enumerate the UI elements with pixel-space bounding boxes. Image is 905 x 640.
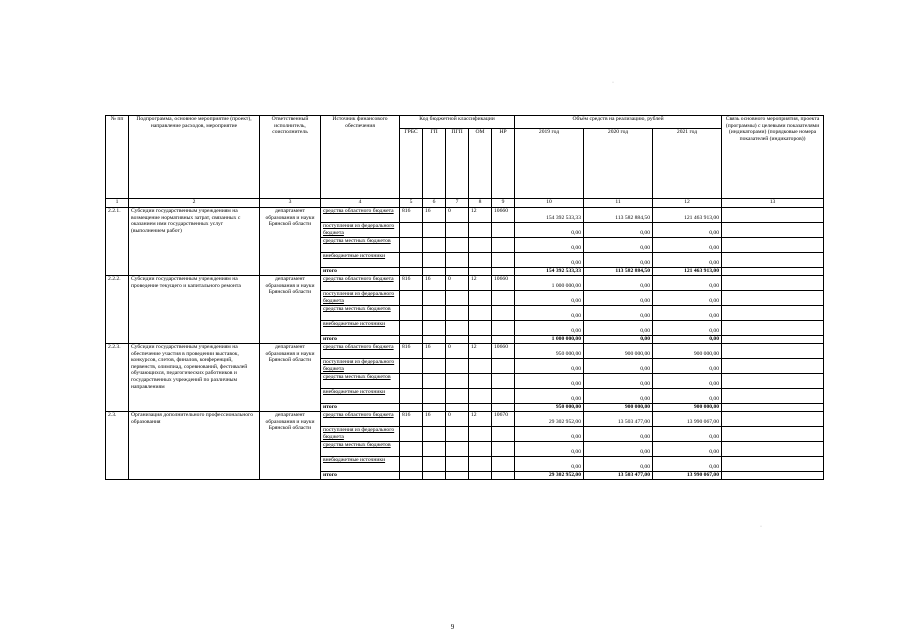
code-gp xyxy=(423,404,446,412)
code-gp xyxy=(423,472,446,480)
column-number: 9 xyxy=(492,199,515,208)
code-grbs xyxy=(400,268,423,276)
code-gp: 16 xyxy=(423,344,446,359)
code-grbs xyxy=(400,472,423,480)
code-nr xyxy=(492,223,515,238)
amount-2020: 13 503 477,00 xyxy=(584,412,653,427)
link-cell xyxy=(722,223,824,238)
code-gp xyxy=(423,374,446,389)
amount-2021: 0,00 xyxy=(653,336,722,344)
source-label: средства местных бюджетов xyxy=(321,374,400,389)
source-label: итого xyxy=(321,336,400,344)
amount-2020: 0,00 xyxy=(584,359,653,374)
code-om xyxy=(469,374,492,389)
code-pgp: 0 xyxy=(446,412,469,427)
code-om xyxy=(469,238,492,253)
code-nr xyxy=(492,457,515,472)
code-gp xyxy=(423,359,446,374)
amount-2021: 0,00 xyxy=(653,253,722,268)
code-grbs xyxy=(400,457,423,472)
code-grbs: 816 xyxy=(400,344,423,359)
link-cell xyxy=(722,253,824,268)
code-om: 12 xyxy=(469,412,492,427)
code-gp xyxy=(423,238,446,253)
header-2019: 2019 год xyxy=(515,129,584,199)
amount-2019: 0,00 xyxy=(515,253,584,268)
code-om xyxy=(469,404,492,412)
amount-2020: 900 000,00 xyxy=(584,344,653,359)
link-cell xyxy=(722,268,824,276)
amount-2019: 0,00 xyxy=(515,291,584,306)
amount-2019: 29 302 952,00 xyxy=(515,472,584,480)
code-om xyxy=(469,253,492,268)
amount-2019: 950 000,00 xyxy=(515,344,584,359)
code-gp xyxy=(423,457,446,472)
code-om xyxy=(469,336,492,344)
code-om xyxy=(469,291,492,306)
amount-2020: 0,00 xyxy=(584,253,653,268)
code-grbs xyxy=(400,238,423,253)
code-gp: 16 xyxy=(423,412,446,427)
code-grbs xyxy=(400,291,423,306)
row-responsible: департамент образования и науки Брянской области xyxy=(260,208,321,276)
row-number: 2.2.2. xyxy=(106,276,129,344)
code-pgp xyxy=(446,336,469,344)
amount-2021: 900 000,00 xyxy=(653,344,722,359)
code-pgp xyxy=(446,223,469,238)
source-label: внебюджетные источники xyxy=(321,253,400,268)
code-nr: 10660 xyxy=(492,208,515,223)
link-cell xyxy=(722,276,824,291)
table-row xyxy=(106,412,824,427)
code-gp xyxy=(423,223,446,238)
code-om: 12 xyxy=(469,276,492,291)
amount-2021: 121 463 913,00 xyxy=(653,268,722,276)
code-gp xyxy=(423,389,446,404)
source-label: средства местных бюджетов xyxy=(321,442,400,457)
code-gp xyxy=(423,306,446,321)
link-cell xyxy=(722,336,824,344)
amount-2020: 113 582 884,50 xyxy=(584,268,653,276)
amount-2019: 950 000,00 xyxy=(515,404,584,412)
amount-2019: 29 302 952,00 xyxy=(515,412,584,427)
code-pgp: 0 xyxy=(446,208,469,223)
code-nr xyxy=(492,427,515,442)
code-pgp: 0 xyxy=(446,276,469,291)
link-cell xyxy=(722,344,824,359)
amount-2019: 154 392 533,33 xyxy=(515,268,584,276)
row-responsible: департамент образования и науки Брянской области xyxy=(260,276,321,344)
link-cell xyxy=(722,404,824,412)
code-pgp xyxy=(446,359,469,374)
code-pgp xyxy=(446,457,469,472)
code-grbs: 816 xyxy=(400,276,423,291)
amount-2020: 0,00 xyxy=(584,306,653,321)
link-cell xyxy=(722,321,824,336)
amount-2019: 0,00 xyxy=(515,374,584,389)
amount-2019: 0,00 xyxy=(515,223,584,238)
code-om xyxy=(469,306,492,321)
link-cell xyxy=(722,208,824,223)
amount-2021: 0,00 xyxy=(653,374,722,389)
code-grbs xyxy=(400,321,423,336)
code-gp xyxy=(423,336,446,344)
code-grbs: 816 xyxy=(400,208,423,223)
link-cell xyxy=(722,457,824,472)
header-volume-group: Объём средств на реализацию, рублей xyxy=(515,116,722,129)
amount-2020: 0,00 xyxy=(584,389,653,404)
code-gp xyxy=(423,291,446,306)
code-gp: 16 xyxy=(423,276,446,291)
table-row xyxy=(106,208,824,223)
budget-table xyxy=(105,115,824,480)
column-number: 13 xyxy=(722,199,824,208)
header-om: ОМ xyxy=(469,129,492,199)
amount-2019: 0,00 xyxy=(515,238,584,253)
amount-2020: 13 503 477,00 xyxy=(584,472,653,480)
amount-2021: 13 990 067,00 xyxy=(653,472,722,480)
amount-2019: 1 000 000,00 xyxy=(515,276,584,291)
code-grbs xyxy=(400,389,423,404)
link-cell xyxy=(722,374,824,389)
column-number: 5 xyxy=(400,199,423,208)
source-label: внебюджетные источники xyxy=(321,321,400,336)
amount-2020: 0,00 xyxy=(584,223,653,238)
amount-2020: 0,00 xyxy=(584,291,653,306)
header-pgp: ПГП xyxy=(446,129,469,199)
code-gp xyxy=(423,321,446,336)
code-pgp xyxy=(446,374,469,389)
column-number: 12 xyxy=(653,199,722,208)
source-label: поступления из федерального бюджета xyxy=(321,291,400,306)
link-cell xyxy=(722,412,824,427)
code-pgp xyxy=(446,472,469,480)
column-number: 11 xyxy=(584,199,653,208)
amount-2019: 0,00 xyxy=(515,359,584,374)
source-label: средства областного бюджета xyxy=(321,412,400,427)
row-name: Организация дополнительного профессионального образования xyxy=(129,412,260,480)
amount-2021: 0,00 xyxy=(653,359,722,374)
amount-2021: 13 990 067,00 xyxy=(653,412,722,427)
amount-2020: 0,00 xyxy=(584,336,653,344)
amount-2021: 0,00 xyxy=(653,442,722,457)
header-gp: ГП xyxy=(423,129,446,199)
source-label: итого xyxy=(321,404,400,412)
column-number: 1 xyxy=(106,199,129,208)
source-label: средства областного бюджета xyxy=(321,344,400,359)
column-number: 2 xyxy=(129,199,260,208)
source-label: поступления из федерального бюджета xyxy=(321,359,400,374)
code-grbs: 816 xyxy=(400,412,423,427)
row-responsible: департамент образования и науки Брянской области xyxy=(260,412,321,480)
source-label: внебюджетные источники xyxy=(321,457,400,472)
link-cell xyxy=(722,359,824,374)
row-name: Субсидии государственным учреждениям на проведение текущего и капитального ремонта xyxy=(129,276,260,344)
column-number: 4 xyxy=(321,199,400,208)
code-nr xyxy=(492,374,515,389)
amount-2019: 154 392 533,33 xyxy=(515,208,584,223)
column-number-row xyxy=(106,199,824,208)
code-nr: 10670 xyxy=(492,412,515,427)
code-nr: 10660 xyxy=(492,276,515,291)
code-grbs xyxy=(400,223,423,238)
amount-2019: 0,00 xyxy=(515,442,584,457)
code-om xyxy=(469,427,492,442)
header-2021: 2021 год xyxy=(653,129,722,199)
code-gp xyxy=(423,253,446,268)
code-nr xyxy=(492,268,515,276)
code-pgp xyxy=(446,404,469,412)
row-responsible: департамент образования и науки Брянской области xyxy=(260,344,321,412)
code-nr xyxy=(492,472,515,480)
amount-2019: 0,00 xyxy=(515,389,584,404)
table-row xyxy=(106,276,824,291)
code-om xyxy=(469,389,492,404)
column-number: 3 xyxy=(260,199,321,208)
amount-2021: 0,00 xyxy=(653,223,722,238)
code-grbs xyxy=(400,359,423,374)
code-om xyxy=(469,472,492,480)
amount-2021: 0,00 xyxy=(653,291,722,306)
amount-2021: 900 000,00 xyxy=(653,404,722,412)
amount-2019: 0,00 xyxy=(515,321,584,336)
code-om xyxy=(469,359,492,374)
code-pgp xyxy=(446,442,469,457)
source-label: средства местных бюджетов xyxy=(321,306,400,321)
code-pgp xyxy=(446,291,469,306)
code-nr xyxy=(492,359,515,374)
amount-2019: 1 000 000,00 xyxy=(515,336,584,344)
amount-2020: 0,00 xyxy=(584,238,653,253)
code-nr xyxy=(492,238,515,253)
code-om xyxy=(469,457,492,472)
amount-2020: 0,00 xyxy=(584,442,653,457)
code-gp xyxy=(423,427,446,442)
page-number: 9 xyxy=(450,623,455,631)
source-label: средства областного бюджета xyxy=(321,208,400,223)
code-grbs xyxy=(400,374,423,389)
code-om xyxy=(469,321,492,336)
header-responsible: Ответственный исполнитель, соисполнитель xyxy=(260,116,321,199)
header-grbs: ГРБС xyxy=(400,129,423,199)
code-grbs xyxy=(400,404,423,412)
amount-2020: 900 000,00 xyxy=(584,404,653,412)
amount-2020: 0,00 xyxy=(584,374,653,389)
code-gp: 16 xyxy=(423,208,446,223)
code-pgp xyxy=(446,268,469,276)
code-nr xyxy=(492,389,515,404)
source-label: средства местных бюджетов xyxy=(321,238,400,253)
code-pgp xyxy=(446,389,469,404)
source-label: итого xyxy=(321,472,400,480)
column-number: 8 xyxy=(469,199,492,208)
code-nr xyxy=(492,253,515,268)
code-pgp xyxy=(446,321,469,336)
link-cell xyxy=(722,442,824,457)
amount-2021: 0,00 xyxy=(653,457,722,472)
column-number: 10 xyxy=(515,199,584,208)
code-nr: 10660 xyxy=(492,344,515,359)
amount-2019: 0,00 xyxy=(515,427,584,442)
amount-2020: 0,00 xyxy=(584,427,653,442)
link-cell xyxy=(722,238,824,253)
amount-2021: 0,00 xyxy=(653,306,722,321)
code-pgp xyxy=(446,238,469,253)
row-number: 2.2.1. xyxy=(106,208,129,276)
code-nr xyxy=(492,306,515,321)
amount-2021: 121 463 913,00 xyxy=(653,208,722,223)
code-pgp xyxy=(446,306,469,321)
code-nr xyxy=(492,321,515,336)
amount-2019: 0,00 xyxy=(515,457,584,472)
header-code-group: Код бюджетной классификации xyxy=(400,116,515,129)
code-nr xyxy=(492,336,515,344)
code-nr xyxy=(492,442,515,457)
column-number: 7 xyxy=(446,199,469,208)
column-number: 6 xyxy=(423,199,446,208)
link-cell xyxy=(722,389,824,404)
code-pgp xyxy=(446,253,469,268)
amount-2021: 0,00 xyxy=(653,321,722,336)
header-name: Подпрограмма, основное мероприятие (проект), направление расходов, мероприятие xyxy=(129,116,260,199)
amount-2021: 0,00 xyxy=(653,427,722,442)
code-grbs xyxy=(400,427,423,442)
header-nr: НР xyxy=(492,129,515,199)
amount-2021: 0,00 xyxy=(653,389,722,404)
row-number: 2.2.3. xyxy=(106,344,129,412)
row-number: 2.3. xyxy=(106,412,129,480)
code-grbs xyxy=(400,336,423,344)
link-cell xyxy=(722,306,824,321)
amount-2020: 113 582 884,50 xyxy=(584,208,653,223)
amount-2020: 0,00 xyxy=(584,276,653,291)
amount-2019: 0,00 xyxy=(515,306,584,321)
amount-2020: 0,00 xyxy=(584,321,653,336)
code-om: 12 xyxy=(469,344,492,359)
row-name: Субсидии государственным учреждениям на обеспечение участия в проведении выставок, конкурсов, слетов, финалов, конференций, первенств, олимпиад, соревнований, фестивалей обучающихся, педагогических работников и государственных учреждений по различным направлениям xyxy=(129,344,260,412)
link-cell xyxy=(722,427,824,442)
amount-2021: 0,00 xyxy=(653,238,722,253)
code-om xyxy=(469,223,492,238)
code-gp xyxy=(423,442,446,457)
link-cell xyxy=(722,291,824,306)
code-om xyxy=(469,268,492,276)
code-nr xyxy=(492,404,515,412)
source-label: средства областного бюджета xyxy=(321,276,400,291)
scan-speck: · xyxy=(760,524,762,530)
row-name: Субсидии государственным учреждениям на возмещение нормативных затрат, связанных с оказанием ими государственных услуг (выполнением работ) xyxy=(129,208,260,276)
amount-2021: 0,00 xyxy=(653,276,722,291)
code-pgp: 0 xyxy=(446,344,469,359)
header-source: Источник финансового обеспечения xyxy=(321,116,400,199)
header-link: Связь основного мероприятия, проекта (программы) с целевыми показателями (индикаторами) (порядковые номера показателей (индикаторов)) xyxy=(722,116,824,199)
code-grbs xyxy=(400,442,423,457)
code-nr xyxy=(492,291,515,306)
table-row xyxy=(106,344,824,359)
code-grbs xyxy=(400,253,423,268)
code-om: 12 xyxy=(469,208,492,223)
link-cell xyxy=(722,472,824,480)
code-om xyxy=(469,442,492,457)
scan-speck: · xyxy=(612,80,614,86)
code-gp xyxy=(423,268,446,276)
code-pgp xyxy=(446,427,469,442)
source-label: итого xyxy=(321,268,400,276)
amount-2020: 0,00 xyxy=(584,457,653,472)
header-num: № пп xyxy=(106,116,129,199)
source-label: поступления из федерального бюджета xyxy=(321,427,400,442)
source-label: внебюджетные источники xyxy=(321,389,400,404)
header-2020: 2020 год xyxy=(584,129,653,199)
code-grbs xyxy=(400,306,423,321)
source-label: поступления из федерального бюджета xyxy=(321,223,400,238)
